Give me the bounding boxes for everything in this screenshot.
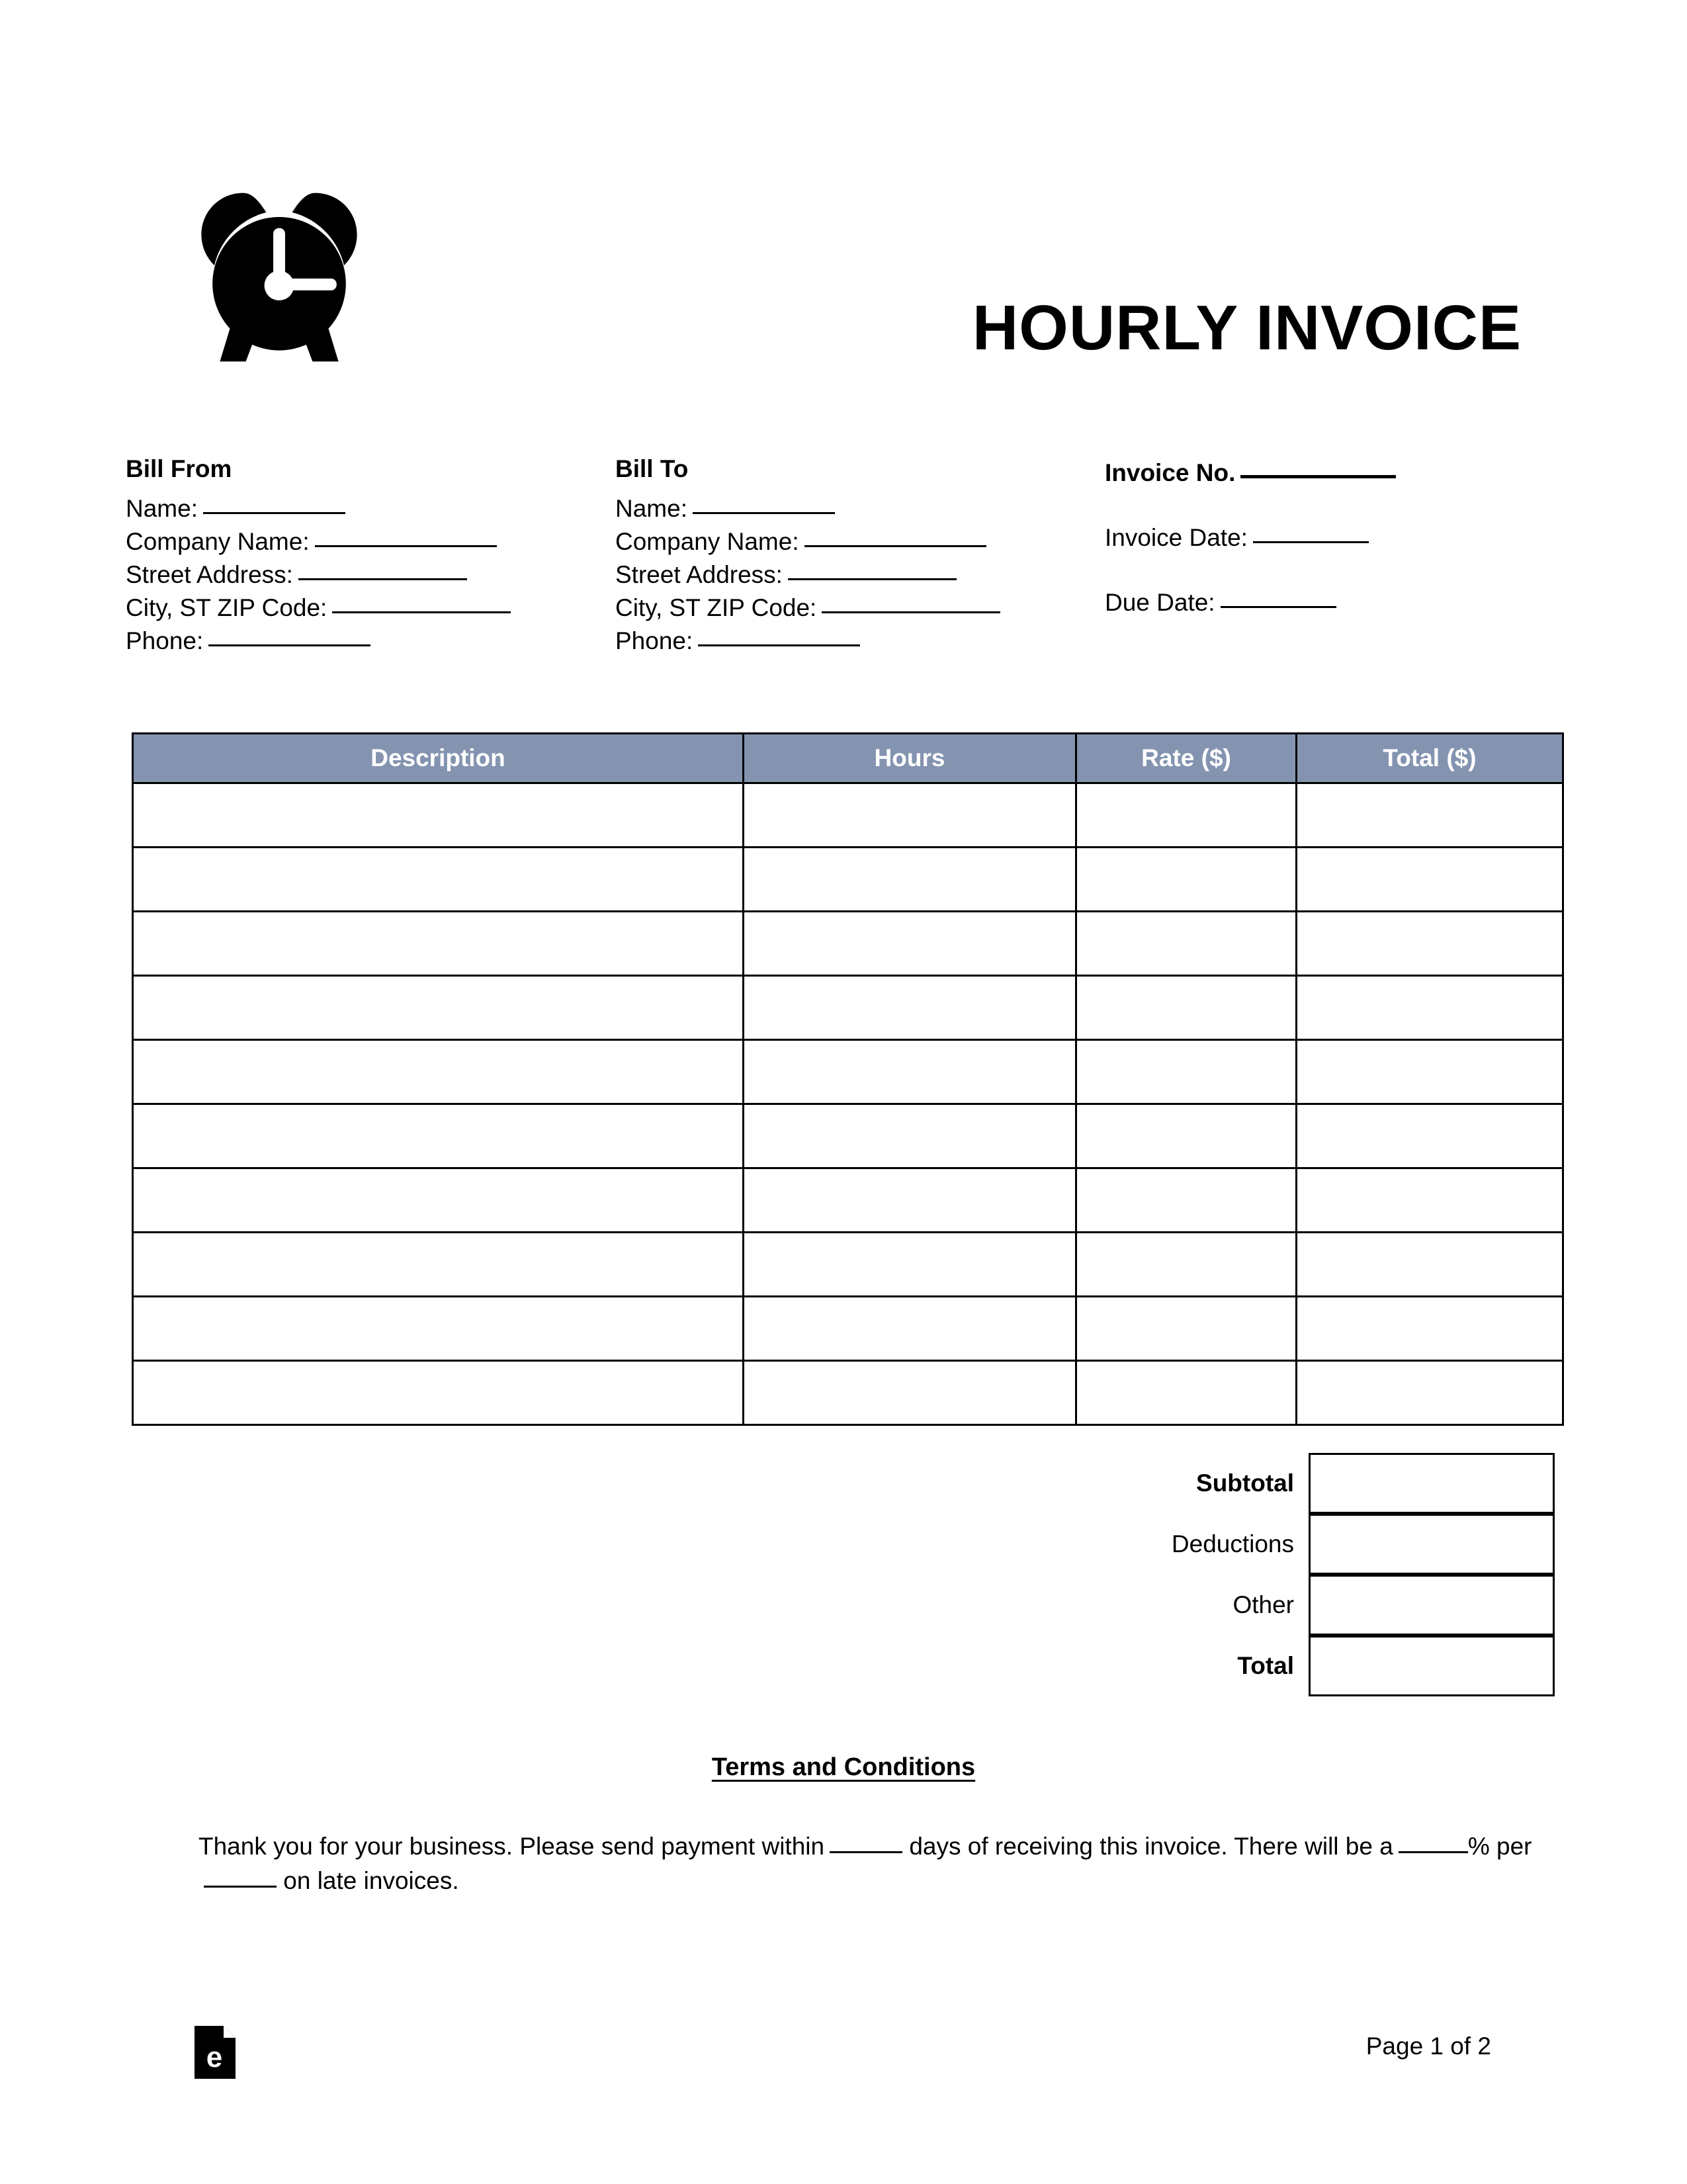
bill-from-company-label: Company Name:: [126, 528, 310, 555]
deductions-value-box[interactable]: [1309, 1514, 1555, 1575]
cell-total[interactable]: [1297, 848, 1563, 912]
bill-to-city-row: [615, 591, 1105, 625]
invoice-meta-block: [1105, 457, 1568, 651]
cell-rate[interactable]: [1076, 1104, 1297, 1168]
table-row: [133, 848, 1563, 912]
due-date-input[interactable]: [1221, 605, 1336, 608]
bill-to-name-label: Name:: [615, 495, 687, 522]
invoice-no-row: [1105, 457, 1568, 490]
totals-row-deductions: [953, 1514, 1555, 1575]
cell-rate[interactable]: [1076, 1040, 1297, 1104]
terms-and-conditions-section: [0, 1753, 1687, 1898]
line-items-head: [133, 734, 1563, 783]
cell-description[interactable]: [133, 1361, 744, 1425]
line-items-body: [133, 783, 1563, 1425]
table-row: [133, 912, 1563, 976]
cell-hours[interactable]: [744, 1233, 1076, 1297]
document-header: [0, 0, 1687, 410]
bill-to-street-input[interactable]: [788, 578, 957, 580]
bill-from-name-row: [126, 492, 615, 525]
other-label: Other: [1233, 1591, 1294, 1618]
bill-to-name-row: [615, 492, 1105, 525]
bill-from-street-input[interactable]: [298, 578, 467, 580]
terms-text-1: Thank you for your business. Please send payment within: [198, 1833, 825, 1860]
other-value-box[interactable]: [1309, 1575, 1555, 1636]
table-header-row: [133, 734, 1563, 783]
due-date-row: [1105, 586, 1568, 619]
table-row: [133, 1104, 1563, 1168]
cell-rate[interactable]: [1076, 848, 1297, 912]
eforms-document-icon[interactable]: [195, 2026, 236, 2079]
invoice-date-input[interactable]: [1253, 541, 1369, 543]
cell-rate[interactable]: [1076, 1168, 1297, 1233]
cell-total[interactable]: [1297, 1104, 1563, 1168]
cell-total[interactable]: [1297, 1233, 1563, 1297]
cell-hours[interactable]: [744, 1040, 1076, 1104]
cell-description[interactable]: [133, 976, 744, 1040]
due-date-label: Due Date:: [1105, 589, 1215, 616]
total-value-box[interactable]: [1309, 1636, 1555, 1696]
cell-rate[interactable]: [1076, 783, 1297, 848]
invoice-date-label: Invoice Date:: [1105, 524, 1248, 551]
cell-description[interactable]: [133, 848, 744, 912]
bill-to-company-row: [615, 525, 1105, 558]
totals-row-subtotal: [953, 1453, 1555, 1514]
bill-from-company-input[interactable]: [315, 545, 497, 547]
cell-description[interactable]: [133, 1104, 744, 1168]
cell-description[interactable]: [133, 1168, 744, 1233]
totals-row-total: [953, 1636, 1555, 1696]
bill-to-street-label: Street Address:: [615, 561, 783, 588]
column-header-rate: Rate ($): [1076, 734, 1297, 783]
cell-hours[interactable]: [744, 1297, 1076, 1361]
invoice-no-input[interactable]: [1240, 474, 1396, 478]
cell-description[interactable]: [133, 1233, 744, 1297]
table-row: [133, 1361, 1563, 1425]
bill-from-street-row: [126, 558, 615, 591]
terms-percent-input[interactable]: [1399, 1851, 1468, 1853]
bill-to-block: [615, 457, 1105, 658]
document-footer: [0, 2018, 1687, 2150]
bill-from-phone-label: Phone:: [126, 627, 204, 654]
cell-hours[interactable]: [744, 912, 1076, 976]
parties-section: [0, 457, 1687, 681]
totals-row-other: [953, 1575, 1555, 1636]
bill-to-phone-row: [615, 625, 1105, 658]
cell-description[interactable]: [133, 1297, 744, 1361]
cell-total[interactable]: [1297, 1168, 1563, 1233]
line-items-table: [132, 732, 1564, 1426]
cell-rate[interactable]: [1076, 1233, 1297, 1297]
bill-to-company-label: Company Name:: [615, 528, 799, 555]
bill-to-city-label: City, ST ZIP Code:: [615, 594, 817, 621]
column-header-description: Description: [133, 734, 744, 783]
svg-text:e: e: [206, 2041, 223, 2074]
bill-from-city-input[interactable]: [332, 611, 511, 613]
deductions-label: Deductions: [1171, 1530, 1294, 1557]
cell-hours[interactable]: [744, 783, 1076, 848]
cell-total[interactable]: [1297, 1361, 1563, 1425]
bill-from-name-label: Name:: [126, 495, 198, 522]
alarm-clock-icon: [187, 180, 372, 365]
page-number: Page 1 of 2: [1365, 2032, 1491, 2060]
page-title: HOURLY INVOICE: [972, 292, 1522, 363]
cell-hours[interactable]: [744, 1104, 1076, 1168]
terms-text-2: days of receiving this invoice. There will be a: [909, 1833, 1393, 1860]
bill-to-name-input[interactable]: [693, 511, 835, 514]
bill-from-phone-row: [126, 625, 615, 658]
terms-period-input[interactable]: [204, 1885, 277, 1888]
cell-rate[interactable]: [1076, 1361, 1297, 1425]
cell-total[interactable]: [1297, 1297, 1563, 1361]
table-row: [133, 1297, 1563, 1361]
bill-from-name-input[interactable]: [203, 511, 345, 514]
bill-to-street-row: [615, 558, 1105, 591]
bill-from-city-row: [126, 591, 615, 625]
invoice-date-row: [1105, 521, 1568, 554]
cell-hours[interactable]: [744, 1168, 1076, 1233]
bill-from-phone-input[interactable]: [208, 644, 370, 646]
cell-total[interactable]: [1297, 976, 1563, 1040]
bill-to-phone-input[interactable]: [698, 644, 860, 646]
cell-hours[interactable]: [744, 848, 1076, 912]
bill-from-heading: Bill From: [126, 455, 232, 482]
terms-text-3: % per: [1467, 1833, 1532, 1860]
totals-section: [953, 1453, 1555, 1696]
bill-to-city-input[interactable]: [822, 611, 1000, 613]
bill-from-block: [126, 457, 615, 658]
cell-rate[interactable]: [1076, 1297, 1297, 1361]
bill-to-phone-label: Phone:: [615, 627, 693, 654]
terms-text-4: on late invoices.: [283, 1867, 459, 1894]
subtotal-label: Subtotal: [1196, 1469, 1294, 1497]
subtotal-value-box[interactable]: [1309, 1453, 1555, 1514]
terms-days-input[interactable]: [830, 1851, 902, 1853]
table-row: [133, 783, 1563, 848]
cell-description[interactable]: [133, 912, 744, 976]
total-label: Total: [1237, 1652, 1294, 1679]
terms-body: [0, 1829, 1687, 1898]
cell-total[interactable]: [1297, 912, 1563, 976]
bill-to-heading: Bill To: [615, 455, 689, 482]
cell-description[interactable]: [133, 783, 744, 848]
table-row: [133, 1233, 1563, 1297]
cell-total[interactable]: [1297, 1040, 1563, 1104]
bill-to-company-input[interactable]: [804, 545, 986, 547]
invoice-no-label: Invoice No.: [1105, 459, 1236, 486]
cell-total[interactable]: [1297, 783, 1563, 848]
column-header-hours: Hours: [744, 734, 1076, 783]
cell-rate[interactable]: [1076, 912, 1297, 976]
cell-description[interactable]: [133, 1040, 744, 1104]
cell-hours[interactable]: [744, 1361, 1076, 1425]
table-row: [133, 1168, 1563, 1233]
table-row: [133, 976, 1563, 1040]
bill-from-company-row: [126, 525, 615, 558]
bill-from-street-label: Street Address:: [126, 561, 293, 588]
terms-heading: Terms and Conditions: [711, 1753, 976, 1781]
cell-rate[interactable]: [1076, 976, 1297, 1040]
column-header-total: Total ($): [1297, 734, 1563, 783]
table-row: [133, 1040, 1563, 1104]
cell-hours[interactable]: [744, 976, 1076, 1040]
bill-from-city-label: City, ST ZIP Code:: [126, 594, 327, 621]
